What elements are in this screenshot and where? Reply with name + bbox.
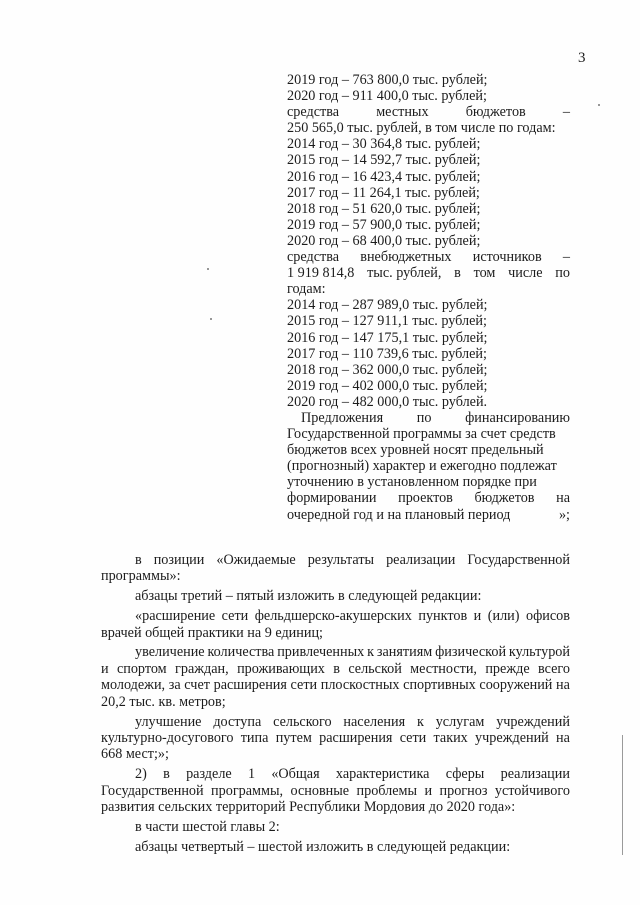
word: к	[416, 713, 424, 730]
word: всего	[538, 660, 570, 677]
word: средства	[287, 104, 340, 121]
word: проблемы	[356, 782, 418, 799]
word: характеристика	[335, 766, 430, 783]
paragraph-line: программы»:	[101, 568, 181, 585]
paragraph-line: развития сельских территорий Республики Мордовия до 2020 года»:	[101, 798, 516, 815]
budget-line: 2018 год – 51 620,0 тыс. рублей;	[287, 200, 481, 217]
budget-line: 2019 год – 57 900,0 тыс. рублей;	[287, 216, 481, 233]
budget-line: 2014 год – 287 989,0 тыс. рублей;	[287, 297, 488, 314]
word: занятиям	[376, 644, 433, 661]
budget-line	[287, 490, 570, 506]
word: к	[367, 644, 375, 661]
paragraph-line: 20,2 тыс. кв. метров;	[101, 693, 226, 710]
word: позиции	[153, 552, 205, 568]
word: за	[168, 677, 181, 694]
word: Государственной	[101, 782, 204, 799]
word: расширения	[213, 677, 287, 694]
word: увеличение	[135, 644, 205, 661]
word: в	[454, 265, 461, 282]
word: сельского	[273, 713, 332, 730]
word: числе	[508, 265, 543, 282]
budget-line	[287, 249, 570, 265]
word: таких	[433, 729, 468, 746]
budget-line: 2017 год – 110 739,6 тыс. рублей;	[287, 345, 487, 362]
budget-line: 2016 год – 16 423,4 тыс. рублей;	[287, 168, 481, 185]
paragraph-line: 668 мест;»;	[101, 746, 169, 763]
word: услугам	[435, 713, 485, 730]
word: культурой	[508, 644, 570, 661]
word: количества	[207, 644, 275, 661]
word: –	[562, 104, 570, 121]
word: в	[135, 552, 142, 568]
word: »;	[558, 506, 570, 523]
word: прогноз	[439, 782, 488, 799]
budget-line: бюджетов всех уровней носят предельный	[287, 442, 544, 459]
word: доступа	[213, 713, 262, 730]
budget-line	[287, 265, 570, 281]
word: разделе	[186, 766, 232, 783]
paragraph-line	[101, 677, 570, 693]
word: молодежи,	[101, 677, 166, 694]
word: на	[556, 729, 570, 746]
word: улучшение	[135, 713, 202, 730]
word: в	[163, 766, 170, 783]
main-text	[101, 552, 570, 855]
budget-line: (прогнозный) характер и ежегодно подлежат	[287, 458, 557, 475]
paragraph-line	[101, 552, 570, 568]
word: реализации	[500, 766, 570, 783]
word: физической	[435, 644, 507, 661]
word: путем	[275, 729, 312, 746]
word: населения	[343, 713, 406, 730]
word: программы,	[211, 782, 284, 799]
word: учреждений	[496, 713, 570, 730]
paragraph-line	[101, 661, 570, 677]
word: офисов	[525, 608, 570, 625]
word: внебюджетных	[360, 249, 452, 266]
word: «Общая	[271, 766, 320, 783]
word: фельдшерско-акушерских	[254, 608, 412, 625]
budget-line: 2015 год – 127 911,1 тыс. рублей;	[287, 313, 487, 330]
word: сети	[399, 729, 427, 746]
word: учреждений	[475, 729, 549, 746]
budget-line: 2020 год – 911 400,0 тыс. рублей;	[287, 88, 487, 105]
word: сферы	[445, 766, 485, 783]
word: по	[416, 409, 432, 426]
paragraph-line	[101, 783, 570, 799]
budget-line: 2020 год – 68 400,0 тыс. рублей;	[287, 232, 481, 249]
word: бюджетов	[474, 490, 535, 507]
word: на	[556, 677, 570, 694]
word: основные	[290, 782, 350, 799]
word: прежде	[485, 660, 530, 677]
word: в	[333, 660, 340, 677]
paragraph-line: абзацы третий – пятый изложить в следующей редакции:	[135, 588, 482, 605]
budget-line: Государственной программы за счет средств	[287, 426, 556, 443]
word: спортивных	[403, 677, 476, 694]
word: источников	[472, 249, 542, 266]
budget-line: 2017 год – 11 264,1 тыс. рублей;	[287, 184, 480, 201]
word: культурно-досугового	[101, 729, 234, 746]
word: и	[424, 782, 433, 799]
word: тыс. рублей,	[367, 265, 442, 282]
budget-line: 2016 год – 147 175,1 тыс. рублей;	[287, 329, 488, 346]
word: и	[473, 608, 482, 625]
word: 2)	[135, 766, 147, 783]
scan-speck	[207, 268, 209, 270]
word: привлеченных	[277, 644, 365, 661]
word: 1 919 814,8	[287, 265, 355, 282]
word: граждан,	[175, 660, 229, 677]
word: бюджетов	[465, 104, 526, 121]
word: и	[101, 660, 109, 677]
paragraph-line	[101, 714, 570, 730]
word: пунктов	[418, 608, 468, 625]
word: 1	[247, 766, 256, 783]
word: сети	[221, 608, 249, 625]
word: сельской	[348, 660, 402, 677]
word: на	[556, 490, 570, 507]
budget-line	[287, 410, 570, 426]
paragraph-line	[101, 766, 570, 782]
word: проектов	[398, 490, 453, 507]
word: сети	[290, 677, 318, 694]
word: сооружений	[479, 677, 553, 694]
scan-speck	[210, 318, 212, 320]
word: том	[473, 265, 496, 282]
word: финансированию	[465, 409, 570, 426]
word: –	[562, 249, 570, 266]
budget-line: 250 565,0 тыс. рублей, в том числе по годам:	[287, 120, 556, 137]
word: по	[555, 265, 570, 282]
paragraph-line	[101, 644, 570, 660]
word: (или)	[487, 608, 520, 625]
budget-line: 2018 год – 362 000,0 тыс. рублей;	[287, 361, 488, 378]
budget-line: 2015 год – 14 592,7 тыс. рублей;	[287, 152, 481, 169]
word: Государственной	[467, 552, 570, 568]
scan-speck	[598, 104, 600, 106]
budget-line	[287, 104, 570, 120]
word: расширения	[319, 729, 393, 746]
word: проживающих	[237, 660, 325, 677]
word: «расширение	[135, 608, 216, 625]
word: спортом	[116, 660, 167, 677]
word: Предложения	[301, 409, 384, 426]
scan-edge-mark	[622, 735, 623, 855]
budget-line: 2019 год – 402 000,0 тыс. рублей;	[287, 377, 488, 394]
paragraph-line	[101, 608, 570, 624]
paragraph-line: врачей общей практики на 9 единиц;	[101, 624, 323, 641]
paragraph-line: абзацы четвертый – шестой изложить в следующей редакции:	[135, 838, 511, 855]
page-number: 3	[578, 50, 586, 66]
word: реализации	[386, 552, 456, 568]
budget-line: годам:	[287, 281, 326, 298]
budget-line: 2019 год – 763 800,0 тыс. рублей;	[287, 72, 488, 88]
budget-column	[287, 72, 570, 523]
word: устойчивого	[494, 782, 570, 799]
word: результаты	[307, 552, 375, 568]
word: счет	[184, 677, 210, 694]
word: очередной год и на плановый период	[287, 506, 511, 523]
budget-line: 2014 год – 30 364,8 тыс. рублей;	[287, 136, 481, 153]
word: средства	[287, 249, 340, 266]
budget-line: 2020 год – 482 000,0 тыс. рублей.	[287, 393, 488, 410]
word: местности,	[410, 660, 477, 677]
paragraph-line: в части шестой главы 2:	[135, 818, 280, 835]
budget-line: уточнению в установленном порядке при	[287, 474, 537, 491]
word: местных	[376, 104, 429, 121]
word: плоскостных	[320, 677, 400, 694]
word: формировании	[287, 490, 377, 507]
budget-line	[287, 507, 570, 523]
word: типа	[240, 729, 269, 746]
paragraph-line	[101, 730, 570, 746]
word: «Ожидаемые	[216, 552, 296, 568]
